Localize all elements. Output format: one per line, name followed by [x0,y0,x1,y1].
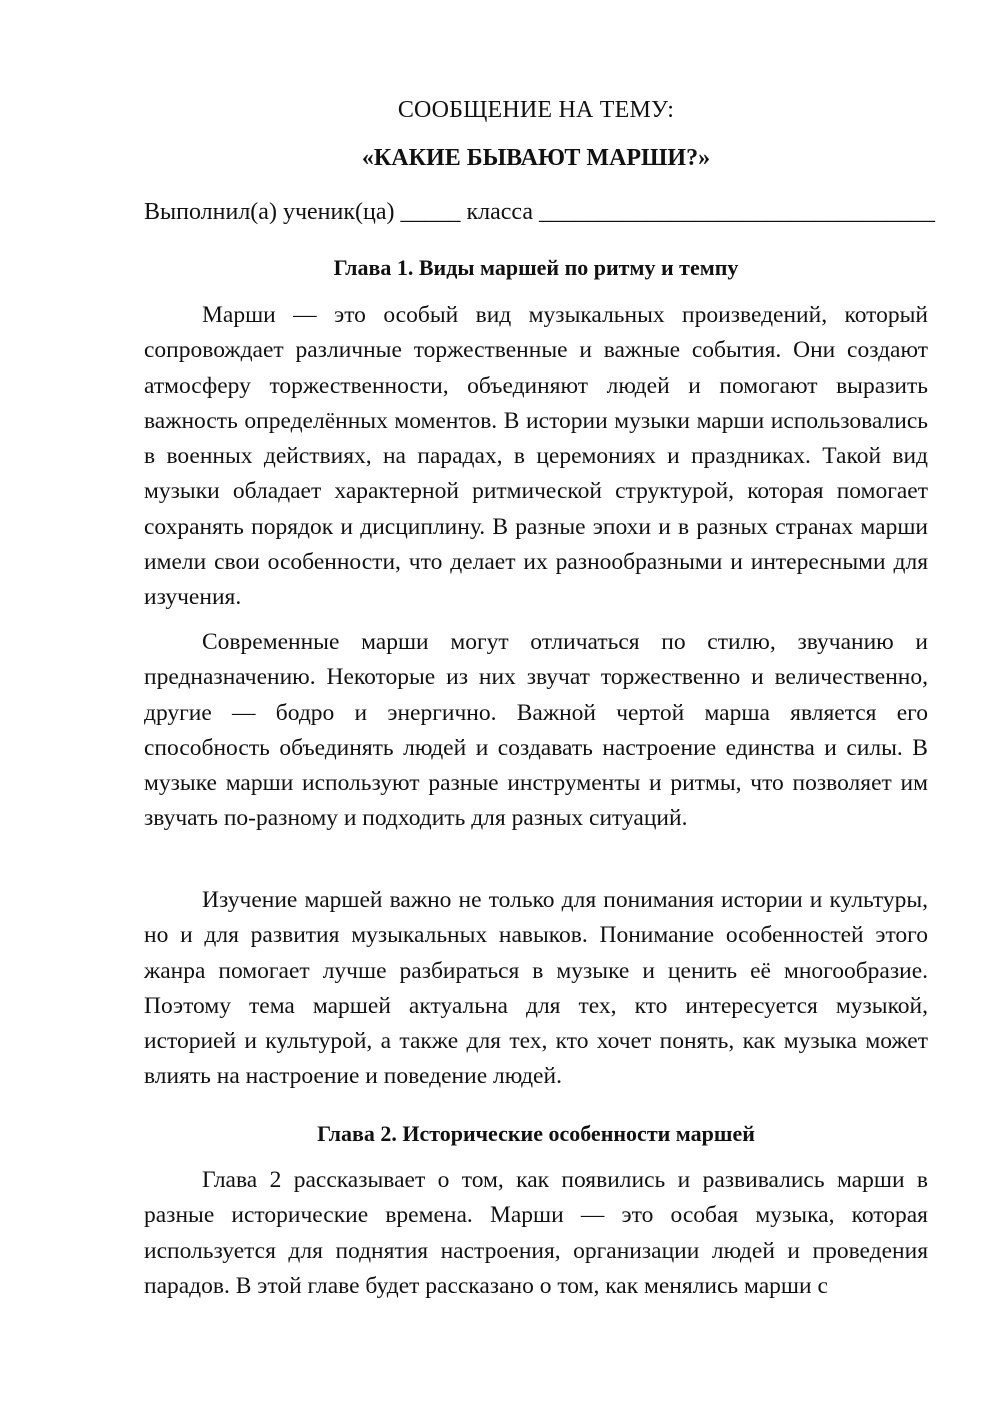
document-title-line-1: СООБЩЕНИЕ НА ТЕМУ: [397,97,675,123]
chapter-1-paragraph-2: Современные марши могут отличаться по стилю, звучанию и предназначению. Некоторые из них звучат торжественно и величественно, другие — бодро и энергично. Важной чертой марша является его способность объединять людей и создавать настроение единства и силы. В музыке марши используют разные инструменты и ритмы, что позволяет им звучать по-разному и подходить для разных ситуаций. [144,629,928,832]
chapter-1-paragraph-3: Изучение маршей важно не только для понимания истории и культуры, но и для развития музыкальных навыков. Понимание особенностей этого жанра помогает лучше разбираться в музыке и ценить её многообразие. Поэтому тема маршей актуальна для тех, кто интересуется музыкой, историей и культурой, а также для тех, кто хочет понять, как музыка может влиять на настроение и поведение людей. [144,887,928,1090]
chapter-2-heading: Глава 2. Исторические особенности маршей [317,1121,755,1146]
author-line: Выполнил(а) ученик(ца) _____ класса _________________________________ [144,199,936,225]
chapter-1-heading: Глава 1. Виды маршей по ритму и темпу [333,255,739,280]
chapter-2-paragraph-1: Глава 2 рассказывает о том, как появились и развивались марши в разные исторические времена. Марши — это особая музыка, которая используется для поднятия настроения, организации людей и проведения парадов. В этой главе будет рассказано о том, как менялись марши с [144,1167,928,1299]
document-title-line-2: «КАКИЕ БЫВАЮТ МАРШИ?» [361,145,711,171]
chapter-1-paragraph-1: Марши — это особый вид музыкальных произведений, который сопровождает различные торжественные и важные события. Они создают атмосферу торжественности, объединяют людей и помогают выразить важность определённых моментов. В истории музыки марши использовались в военных действиях, на парадах, в церемониях и праздниках. Такой вид музыки обладает характерной ритмической структурой, которая помогает сохранять порядок и дисциплину. В разные эпохи и в разных странах марши имели свои особенности, что делает их разнообразными и интересными для изучения. [144,302,928,611]
